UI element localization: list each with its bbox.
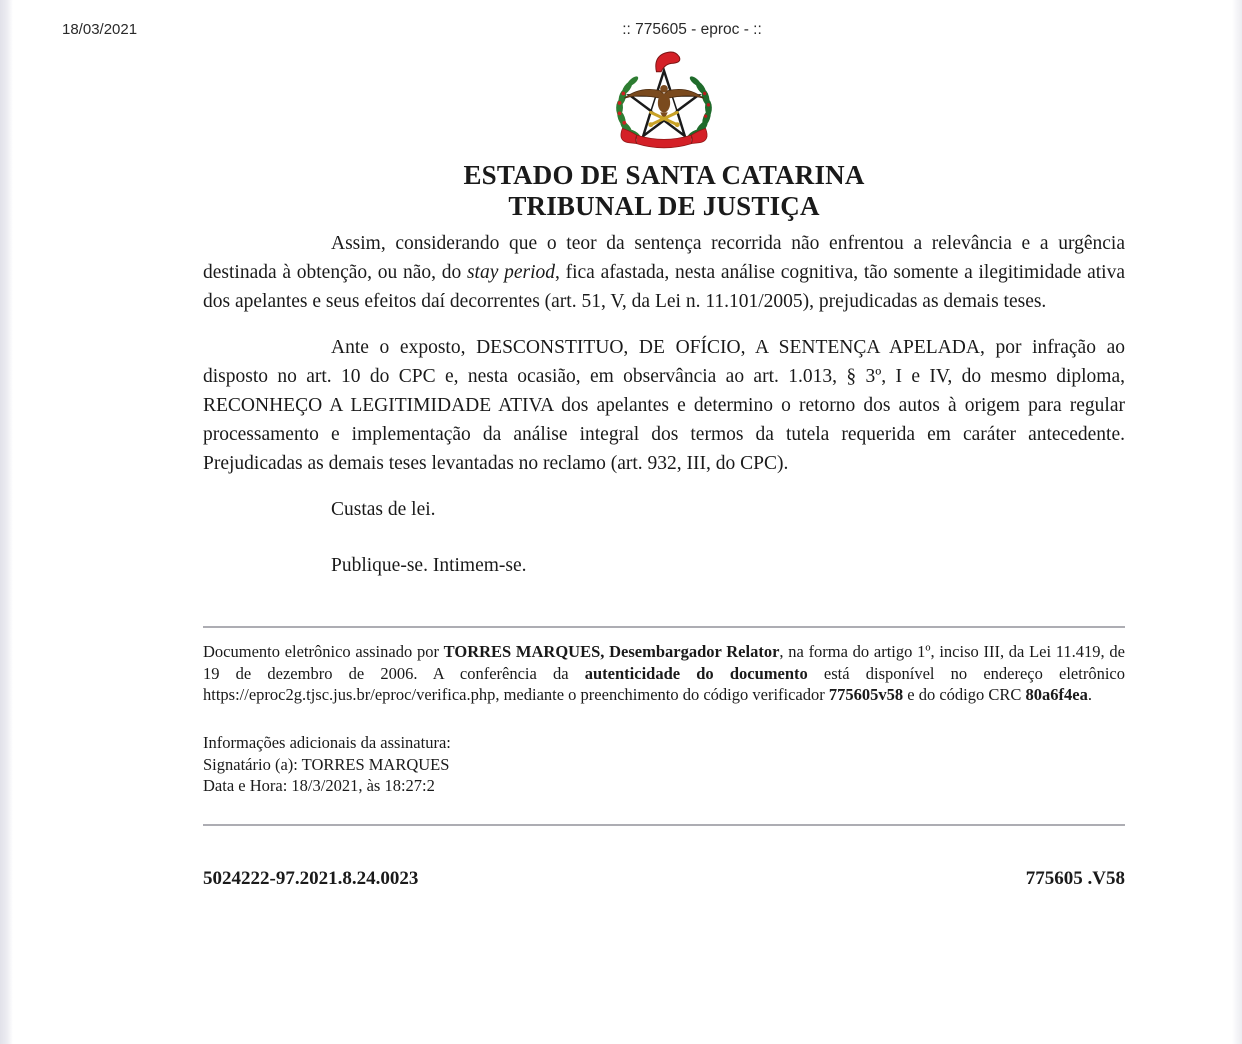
page-right-edge: [1232, 0, 1242, 1044]
sig-text-5: .: [1087, 685, 1092, 705]
letterhead-court: TRIBUNAL DE JUSTIÇA: [508, 191, 820, 221]
santa-catarina-coat-of-arms-icon: [605, 50, 723, 154]
page-left-edge: [0, 0, 13, 1044]
signature-datetime: Data e Hora: 18/3/2021, às 18:27:2: [203, 775, 435, 795]
decision-body: [203, 229, 1125, 580]
sig-verifier-code: 775605v58: [828, 685, 904, 705]
signature-info-title: Informações adicionais da assinatura:: [203, 733, 451, 753]
document-page: [203, 0, 1125, 890]
sig-signer-name: TORRES MARQUES, Desembargador Relator: [443, 642, 780, 661]
case-number: 5024222-97.2021.8.24.0023: [203, 868, 419, 890]
stay-period-italic: stay period: [466, 262, 556, 283]
electronic-signature-statement: [203, 641, 1125, 706]
sig-text-1: Documento eletrônico assinado por: [203, 642, 444, 661]
letterhead-state: ESTADO DE SANTA CATARINA: [463, 160, 865, 190]
document-version: 775605 .V58: [1025, 868, 1125, 890]
custas-line: Custas de lei.: [331, 499, 436, 520]
sig-authenticity-bold: autenticidade do documento: [584, 663, 808, 683]
court-letterhead: [203, 160, 1125, 222]
sig-text-2: , na forma do artigo 1º, inciso III, da Lei 11.419, de 19 de dezembro de 2006. A conferência da: [203, 642, 1125, 683]
decision-paragraph-2: Ante o exposto, DESCONSTITUO, DE OFÍCIO, A SENTENÇA APELADA, por infração ao disposto no art. 10 do CPC e, nesta ocasião, em observância ao art. 1.013, § 3º, I e IV, do mesmo diploma, RECONHEÇO A LEGITIMIDADE ATIVA dos apelantes e determino o retorno dos autos à origem para regular processamento e implementação da análise integral dos termos da tutela requerida em caráter antecedente. Prejudicadas as demais teses levantadas no reclamo (art. 932, III, do CPC).: [203, 337, 1125, 474]
sig-text-3: está disponível no endereço eletrônico https://eproc2g.tjsc.jus.br/eproc/verifica.php, mediante o preenchimento do código verificador: [203, 663, 1125, 705]
signature-signatory: Signatário (a): TORRES MARQUES: [203, 754, 450, 774]
sig-text-4: e do código CRC: [903, 685, 1026, 705]
eproc-page-title: :: 775605 - eproc - ::: [622, 21, 762, 38]
signature-additional-info: [203, 732, 1125, 796]
page-footer: [203, 868, 1125, 890]
signature-divider-top: [203, 626, 1125, 628]
footer-divider: [203, 824, 1125, 826]
sig-crc-code: 80a6f4ea: [1025, 685, 1088, 705]
print-date: 18/03/2021: [62, 21, 138, 38]
decision-paragraph-1-text: Assim, considerando que o teor da sentença recorrida não enfrentou a relevância e a urgência destinada à obtenção, ou não, do: [203, 233, 1125, 283]
publique-line: Publique-se. Intimem-se.: [331, 555, 527, 576]
decision-paragraph-1-text-cont: , fica afastada, nesta análise cognitiva, tão somente a ilegitimidade ativa dos apelantes e seus efeitos daí decorrentes (art. 51, V, da Lei n. 11.101/2005), prejudicadas as demais teses.: [203, 262, 1126, 312]
decision-paragraph-1: [203, 229, 1125, 316]
